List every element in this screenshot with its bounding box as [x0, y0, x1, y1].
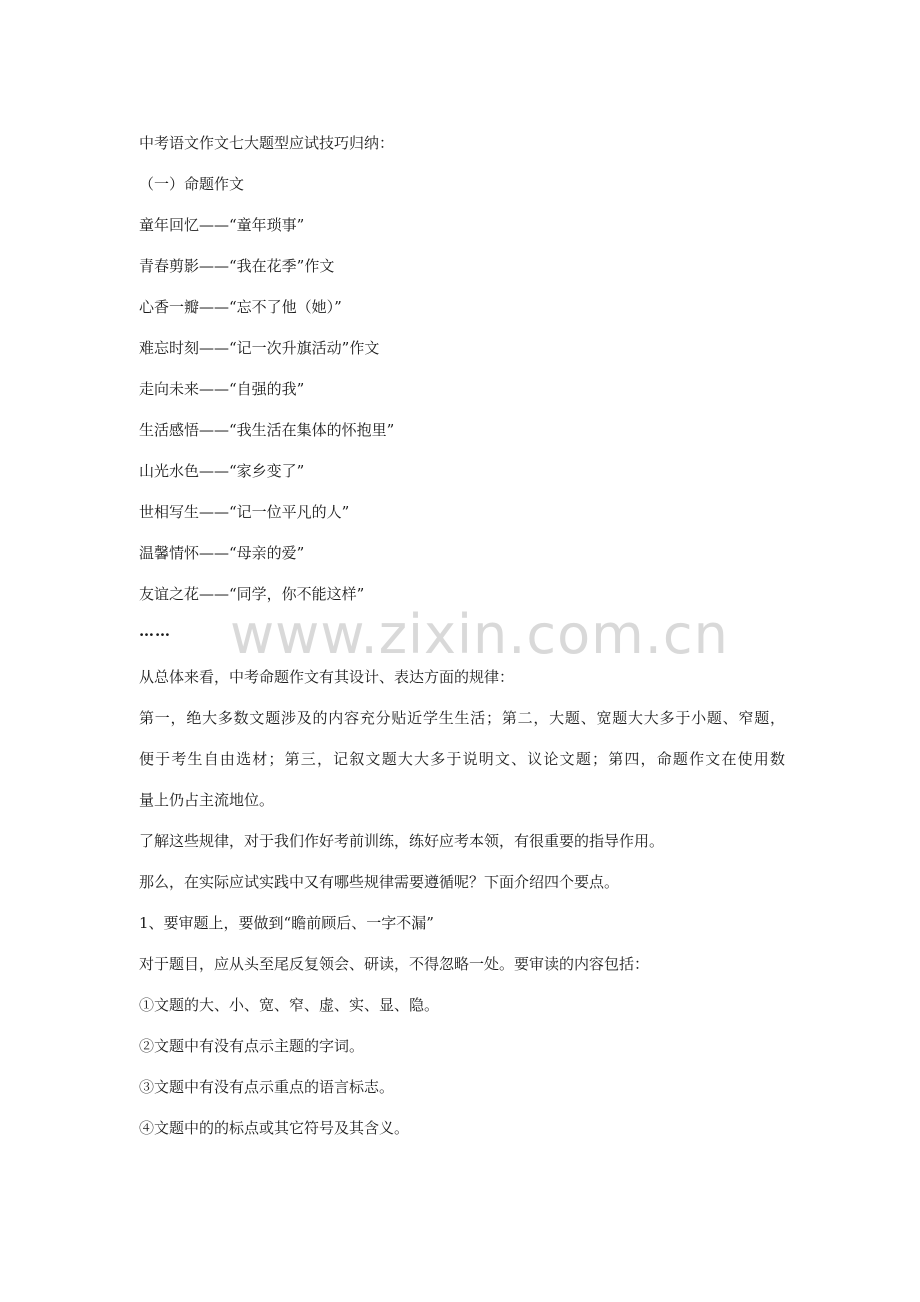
example-item: 温馨情怀——“母亲的爱” — [139, 544, 305, 562]
example-item: 童年回忆——“童年琐事” — [139, 216, 305, 234]
review-item: ②文题中有没有点示主题的字词。 — [139, 1037, 365, 1055]
example-item: 走向未来——“自强的我” — [139, 380, 305, 398]
summary-intro: 从总体来看，中考命题作文有其设计、表达方面的规律： — [139, 668, 515, 686]
example-item: 友谊之花——“同学，你不能这样” — [139, 585, 365, 603]
example-item: 山光水色——“家乡变了” — [139, 462, 305, 480]
watermark: www.zixin.com.cn — [230, 603, 729, 666]
example-item: 心香一瓣——“忘不了他（她）” — [139, 298, 342, 316]
section-heading: （一）命题作文 — [139, 175, 245, 193]
example-item: 青春剪影——“我在花季”作文 — [139, 257, 335, 275]
example-item: 难忘时刻——“记一次升旗活动”作文 — [139, 339, 380, 357]
transition-paragraph: 那么，在实际应试实践中又有哪些规律需要遵循呢？下面介绍四个要点。 — [139, 873, 620, 891]
review-item: ④文题中的的标点或其它符号及其含义。 — [139, 1119, 410, 1137]
rules-paragraph-line-2: 便于考生自由选材；第三，记叙文题大大多于说明文、议论文题；第四，命题作文在使用数 — [139, 750, 785, 768]
document-title: 中考语文作文七大题型应试技巧归纳： — [139, 134, 395, 152]
point-1-detail: 对于题目，应从头至尾反复领会、研读，不得忽略一处。要审读的内容包括： — [139, 955, 650, 973]
point-1-heading: 1、要审题上，要做到“瞻前顾后、一字不漏” — [139, 914, 434, 932]
rules-paragraph-line-1: 第一，绝大多数文题涉及的内容充分贴近学生生活；第二，大题、宽题大大多于小题、窄题， — [139, 709, 785, 727]
importance-paragraph: 了解这些规律，对于我们作好考前训练，练好应考本领，有很重要的指导作用。 — [139, 832, 665, 850]
ellipsis: …… — [139, 622, 171, 640]
review-item: ①文题的大、小、宽、窄、虚、实、显、隐。 — [139, 996, 440, 1014]
rules-paragraph-line-3: 量上仍占主流地位。 — [139, 791, 275, 809]
example-item: 世相写生——“记一位平凡的人” — [139, 503, 350, 521]
review-item: ③文题中有没有点示重点的语言标志。 — [139, 1078, 395, 1096]
example-item: 生活感悟——“我生活在集体的怀抱里” — [139, 421, 395, 439]
